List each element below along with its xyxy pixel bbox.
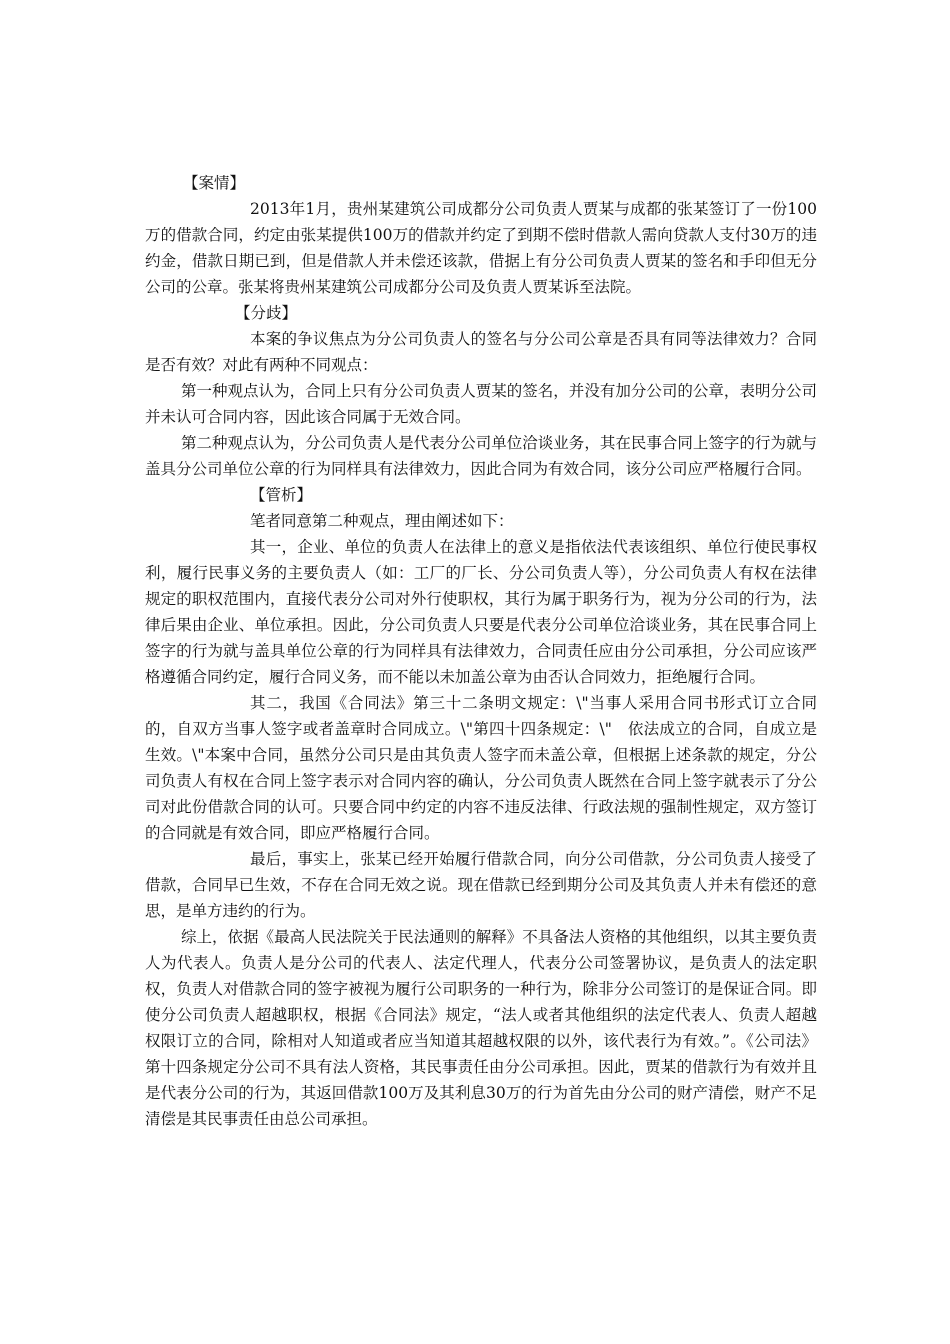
dispute-paragraph-focus: 本案的争议焦点为分公司负责人的签名与分公司公章是否具有同等法律效力？合同是否有效？对此有两种不同观点： bbox=[145, 330, 817, 374]
dispute-heading: 【分歧】 bbox=[235, 304, 298, 322]
dispute-paragraph-view-one: 第一种观点认为，合同上只有分公司负责人贾某的签名，并没有加分公司的公章，表明分公司并未认可合同内容，因此该合同属于无效合同。 bbox=[145, 382, 817, 426]
analysis-heading: 【管析】 bbox=[250, 486, 313, 504]
dispute-paragraph-view-two: 第二种观点认为，分公司负责人是代表分公司单位洽谈业务，其在民事合同上签字的行为就与盖具分公司单位公章的行为同样具有法律效力，因此合同为有效合同，该分公司应严格履行合同。 bbox=[145, 434, 817, 478]
analysis-paragraph-finally: 最后，事实上，张某已经开始履行借款合同，向分公司借款，分公司负责人接受了借款，合同早已生效，不存在合同无效之说。现在借款已经到期分公司及其负责人并未有偿还的意思，是单方违约的行为。 bbox=[145, 850, 817, 920]
analysis-paragraph-first: 其一，企业、单位的负责人在法律上的意义是指依法代表该组织、单位行使民事权利，履行民事义务的主要负责人（如：工厂的厂长、分公司负责人等），分公司负责人有权在法律规定的职权范围内，直接代表分公司对外行使职权，其行为属于职务行为，视为分公司的行为，法律后果由企业、单位承担。因此，分公司负责人只要是代表分公司单位洽谈业务，其在民事合同上签字的行为就与盖具单位公章的行为同样具有法律效力，合同责任应由分公司承担，分公司应该严格遵循合同约定，履行合同义务，而不能以未加盖公章为由否认合同效力，拒绝履行合同。 bbox=[145, 538, 817, 686]
case-heading: 【案情】 bbox=[183, 174, 246, 192]
document-page bbox=[145, 170, 817, 1132]
analysis-paragraph-conclusion: 综上，依据《最高人民法院关于民法通则的解释》不具备法人资格的其他组织，以其主要负责人为代表人。负责人是分公司的代表人、法定代理人，代表分公司签署协议，是负责人的法定职权，负责人对借款合同的签字被视为履行公司职务的一种行为，除非分公司签订的是保证合同。即使分公司负责人超越职权，根据《合同法》规定，“法人或者其他组织的法定代表人、负责人超越权限订立的合同，除相对人知道或者应当知道其超越权限的以外，该代表行为有效。”。《公司法》第十四条规定分公司不具有法人资格，其民事责任由分公司承担。因此，贾某的借款行为有效并且是代表分公司的行为，其返回借款100万及其利息30万的行为首先由分公司的财产清偿，财产不足清偿是其民事责任由总公司承担。 bbox=[145, 928, 817, 1128]
analysis-paragraph-intro: 笔者同意第二种观点，理由阐述如下： bbox=[250, 512, 514, 530]
analysis-paragraph-second: 其二，我国《合同法》第三十二条明文规定：\"当事人采用合同书形式订立合同的，自双方当事人签字或者盖章时合同成立。\"第四十四条规定：\" 依法成立的合同，自成立是生效。\"本案中合同，虽然分公司只是由其负责人签字而未盖公章，但根据上述条款的规定，分公司负责人有权在合同上签字表示对合同内容的确认，分公司负责人既然在合同上签字就表示了分公司对此份借款合同的认可。只要合同中约定的内容不违反法律、行政法规的强制性规定，双方签订的合同就是有效合同，即应严格履行合同。 bbox=[145, 694, 817, 842]
case-paragraph: 2013年1月，贵州某建筑公司成都分公司负责人贾某与成都的张某签订了一份100万的借款合同，约定由张某提供100万的借款并约定了到期不偿时借款人需向贷款人支付30万的违约金，借款日期已到，但是借款人并未偿还该款，借据上有分公司负责人贾某的签名和手印但无分公司的公章。张某将贵州某建筑公司成都分公司及负责人贾某诉至法院。 bbox=[145, 200, 817, 296]
